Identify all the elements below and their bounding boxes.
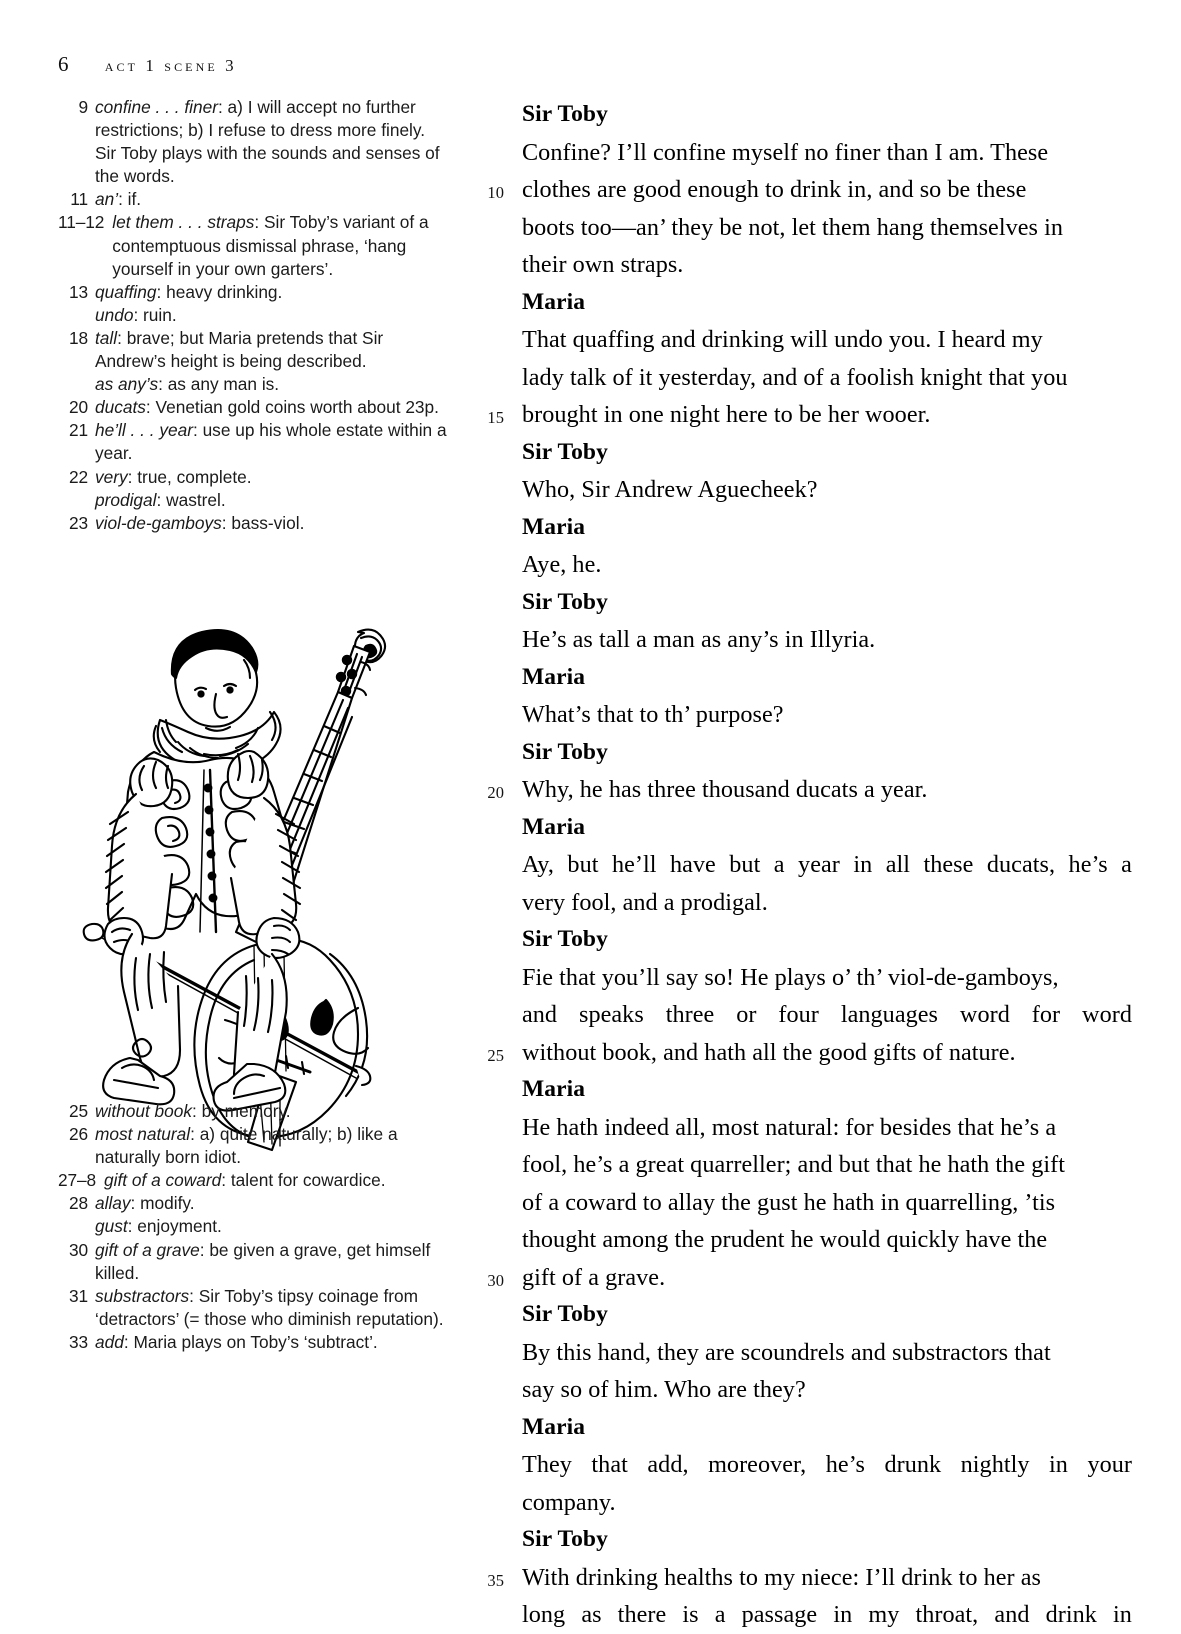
note-gloss bbox=[95, 466, 450, 489]
commentary-note bbox=[58, 1192, 450, 1215]
verse-line bbox=[522, 1109, 1132, 1147]
speech bbox=[470, 96, 1132, 284]
commentary-note bbox=[95, 373, 450, 396]
line-word: he’s bbox=[1068, 851, 1108, 878]
line-text: Confine? I’ll confine myself no finer than I am. These bbox=[522, 138, 1049, 166]
note-gloss bbox=[95, 512, 450, 535]
note-gloss bbox=[95, 396, 450, 419]
line-text: say so of him. Who are they? bbox=[522, 1376, 806, 1403]
note-line-number: 28 bbox=[68, 1193, 88, 1214]
commentary-note bbox=[58, 327, 450, 373]
verse-line bbox=[522, 696, 1132, 734]
verse-line bbox=[522, 134, 1132, 172]
line-text: brought in one night here to be her wooer. bbox=[522, 401, 931, 428]
speaker-name: Maria bbox=[522, 663, 586, 690]
notes-list-upper bbox=[58, 96, 450, 535]
note-line-number: 18 bbox=[68, 327, 88, 348]
speaker-name: Maria bbox=[522, 1413, 586, 1440]
line-text: By this hand, they are scoundrels and substractors that bbox=[522, 1338, 1051, 1366]
verse-line bbox=[522, 321, 1132, 359]
note-lemma: he’ll . . . year bbox=[95, 420, 193, 441]
verse-line bbox=[522, 1221, 1132, 1259]
note-line-number: 27–8 bbox=[58, 1170, 97, 1191]
speech-lines bbox=[470, 321, 1132, 434]
verse-line bbox=[487, 171, 1132, 209]
line-word: moreover, bbox=[708, 1451, 807, 1478]
speech-lines bbox=[470, 621, 1132, 659]
note-gloss bbox=[95, 1100, 450, 1123]
commentary-note bbox=[58, 96, 450, 188]
note-gloss bbox=[95, 1285, 450, 1331]
verse-line bbox=[522, 471, 1132, 509]
line-text: of a coward to allay the gust he hath in quarrelling, ’tis bbox=[522, 1188, 1056, 1216]
line-word: or bbox=[736, 1001, 757, 1028]
verse-line bbox=[522, 209, 1132, 247]
note-line-number: 11–12 bbox=[58, 212, 105, 233]
line-word: for bbox=[1031, 1001, 1061, 1028]
speech bbox=[470, 1521, 1132, 1634]
commentary-note bbox=[58, 1331, 450, 1354]
speaker-name: Maria bbox=[522, 288, 586, 315]
line-word: four bbox=[778, 1001, 819, 1028]
note-definition: : heavy drinking. bbox=[156, 281, 283, 302]
verse-line bbox=[522, 546, 1132, 584]
line-word: word bbox=[1082, 1001, 1132, 1028]
speaker-name: Sir Toby bbox=[522, 101, 608, 127]
note-definition: : by memory. bbox=[192, 1101, 291, 1121]
line-text: Why, he has three thousand ducats a year. bbox=[522, 776, 928, 803]
verse-line bbox=[522, 1484, 1132, 1522]
commentary-note bbox=[58, 1100, 450, 1123]
line-number: 35 bbox=[487, 1570, 504, 1590]
line-word: drink bbox=[1045, 1601, 1097, 1628]
verse-line bbox=[522, 359, 1132, 397]
line-text: What’s that to th’ purpose? bbox=[522, 701, 784, 728]
line-word: word bbox=[959, 1001, 1010, 1028]
note-definition: : talent for cowardice. bbox=[221, 1170, 386, 1191]
line-text: With drinking healths to my niece: I’ll drink to her as bbox=[522, 1563, 1042, 1591]
line-word: in bbox=[1113, 1601, 1132, 1628]
verse-line bbox=[487, 1259, 1132, 1297]
commentary-note bbox=[58, 396, 450, 419]
speech bbox=[470, 921, 1132, 1071]
note-gloss bbox=[95, 304, 450, 327]
commentary-note bbox=[95, 1215, 450, 1238]
note-gloss bbox=[95, 188, 450, 211]
note-line-number: 30 bbox=[68, 1239, 88, 1260]
line-number: 25 bbox=[487, 1045, 504, 1065]
commentary-note bbox=[58, 211, 450, 280]
line-number: 30 bbox=[487, 1270, 504, 1290]
speaker-name: Sir Toby bbox=[522, 738, 608, 765]
line-text: lady talk of it yesterday, and of a foolish knight that you bbox=[522, 363, 1068, 391]
speech-lines bbox=[470, 1334, 1132, 1409]
note-gloss bbox=[95, 419, 450, 465]
note-line-number: 26 bbox=[68, 1124, 88, 1145]
note-gloss bbox=[95, 281, 450, 304]
speech bbox=[470, 1071, 1132, 1296]
speech-lines bbox=[470, 1446, 1132, 1521]
verse-line bbox=[522, 1184, 1132, 1222]
note-definition: : use up his whole estate within a year. bbox=[95, 420, 447, 464]
viol-player-illustration bbox=[58, 602, 450, 1170]
speech-lines bbox=[470, 959, 1132, 1072]
note-definition: : wastrel. bbox=[156, 489, 226, 510]
speaker-name: Maria bbox=[522, 1076, 586, 1102]
line-word: that bbox=[591, 1451, 628, 1478]
line-word: long bbox=[522, 1601, 566, 1628]
speech-lines bbox=[470, 1109, 1132, 1297]
line-word: a bbox=[773, 851, 785, 878]
line-word: he’ll bbox=[611, 851, 657, 878]
verse-line bbox=[522, 246, 1132, 284]
note-definition: : Sir Toby’s variant of a contemptuous dismissal phrase, ‘hang yourself in your own garters’. bbox=[112, 212, 429, 279]
line-word: drunk bbox=[884, 1451, 942, 1478]
verse-line bbox=[487, 771, 1132, 809]
line-word: and bbox=[994, 1601, 1030, 1628]
note-lemma: add bbox=[95, 1331, 124, 1352]
note-gloss bbox=[95, 96, 450, 188]
line-text: He’s as tall a man as any’s in Illyria. bbox=[522, 626, 876, 653]
line-text: thought among the prudent he would quickly have the bbox=[522, 1226, 1048, 1253]
commentary-note bbox=[58, 188, 450, 211]
note-gloss bbox=[95, 1123, 450, 1169]
note-definition: : Maria plays on Toby’s ‘subtract’. bbox=[123, 1331, 378, 1352]
note-lemma: undo bbox=[95, 304, 134, 325]
note-gloss bbox=[112, 211, 450, 280]
note-lemma: ducats bbox=[95, 397, 146, 418]
note-gloss bbox=[95, 1239, 450, 1285]
speech bbox=[470, 659, 1132, 734]
verse-line bbox=[522, 1446, 1132, 1484]
verse-line bbox=[487, 1034, 1132, 1072]
note-lemma: an’ bbox=[95, 189, 119, 210]
line-word: passage bbox=[741, 1601, 818, 1628]
note-gloss bbox=[95, 327, 450, 373]
note-definition: : true, complete. bbox=[127, 466, 252, 487]
commentary-note bbox=[95, 489, 450, 512]
note-lemma: let them . . . straps bbox=[112, 212, 255, 233]
line-text: company. bbox=[522, 1488, 616, 1516]
note-lemma: prodigal bbox=[95, 489, 157, 510]
line-word: and bbox=[522, 1001, 558, 1028]
commentary-note bbox=[58, 281, 450, 304]
speech-lines bbox=[470, 1559, 1132, 1634]
note-gloss bbox=[95, 1331, 450, 1354]
speaker-name: Sir Toby bbox=[522, 926, 608, 952]
speaker-name: Sir Toby bbox=[522, 588, 608, 615]
note-gloss bbox=[95, 373, 450, 396]
speech bbox=[470, 284, 1132, 434]
note-gloss bbox=[95, 1215, 450, 1238]
note-lemma: most natural bbox=[95, 1124, 191, 1145]
line-text: fool, he’s a great quarreller; and but that he hath the gift bbox=[522, 1151, 1065, 1178]
note-lemma: as any’s bbox=[95, 374, 159, 395]
speech bbox=[470, 509, 1132, 584]
line-word: nightly bbox=[960, 1451, 1030, 1478]
verse-line bbox=[522, 1146, 1132, 1184]
line-word: in bbox=[1049, 1451, 1068, 1478]
note-definition: : brave; but Maria pretends that Sir Andrew’s height is being described. bbox=[95, 327, 384, 372]
note-definition: : enjoyment. bbox=[127, 1216, 222, 1237]
line-word: in bbox=[833, 1601, 853, 1628]
note-line-number: 13 bbox=[68, 281, 88, 302]
line-word: but bbox=[729, 851, 761, 878]
line-word: a bbox=[1121, 851, 1132, 878]
line-word: ducats, bbox=[986, 851, 1056, 878]
note-line-number: 11 bbox=[70, 189, 88, 210]
verse-line bbox=[487, 1559, 1132, 1597]
note-line-number: 23 bbox=[68, 512, 88, 533]
commentary-note bbox=[58, 1285, 450, 1331]
line-word: speaks bbox=[579, 1001, 644, 1028]
verse-line bbox=[522, 1334, 1132, 1372]
line-number: 15 bbox=[487, 408, 504, 427]
note-lemma: very bbox=[95, 466, 128, 487]
note-definition: : a) quite naturally; b) like a naturally born idiot. bbox=[95, 1124, 398, 1168]
line-word: in bbox=[853, 851, 873, 878]
line-word: three bbox=[665, 1001, 715, 1028]
note-definition: : if. bbox=[118, 189, 142, 210]
commentary-note bbox=[58, 419, 450, 465]
speech-lines bbox=[470, 134, 1132, 284]
line-word: They bbox=[522, 1451, 572, 1478]
commentary-column-lower bbox=[58, 1100, 450, 1354]
note-line-number: 9 bbox=[78, 97, 88, 117]
verse-line bbox=[522, 1371, 1132, 1409]
line-text: Fie that you’ll say so! He plays o’ th’ viol-de-gamboys, bbox=[522, 963, 1059, 991]
verse-line bbox=[487, 396, 1132, 434]
page-folio-number: 6 bbox=[58, 52, 69, 76]
note-line-number: 33 bbox=[68, 1331, 88, 1352]
line-number: 20 bbox=[487, 783, 504, 802]
note-lemma: gift of a grave bbox=[95, 1239, 200, 1260]
line-text: clothes are good enough to drink in, and so be these bbox=[522, 176, 1027, 203]
line-word: have bbox=[669, 851, 716, 878]
note-line-number: 22 bbox=[68, 466, 88, 487]
speech-lines bbox=[470, 471, 1132, 509]
speech-lines bbox=[470, 771, 1132, 809]
line-word: add, bbox=[647, 1451, 689, 1478]
line-word: all bbox=[885, 851, 911, 878]
speaker-name: Maria bbox=[522, 813, 586, 840]
line-text: boots too—an’ they be not, let them hang themselves in bbox=[522, 213, 1063, 241]
verse-line bbox=[522, 846, 1132, 884]
note-definition: : ruin. bbox=[133, 304, 177, 325]
line-word: as bbox=[581, 1601, 602, 1628]
speaker-name: Sir Toby bbox=[522, 438, 608, 465]
verse-line bbox=[522, 996, 1132, 1034]
line-word: year bbox=[798, 851, 840, 878]
line-text: He hath indeed all, most natural: for besides that he’s a bbox=[522, 1113, 1057, 1141]
line-word: is bbox=[682, 1601, 699, 1628]
speech bbox=[470, 809, 1132, 922]
line-text: Who, Sir Andrew Aguecheek? bbox=[522, 476, 818, 503]
note-line-number: 21 bbox=[68, 420, 88, 441]
line-word: but bbox=[567, 851, 599, 878]
verse-line bbox=[522, 621, 1132, 659]
note-gloss bbox=[95, 489, 450, 512]
line-text: their own straps. bbox=[522, 251, 684, 278]
commentary-note bbox=[58, 466, 450, 489]
note-line-number: 31 bbox=[68, 1285, 88, 1306]
line-word: throat, bbox=[915, 1601, 979, 1628]
speech-lines bbox=[470, 696, 1132, 734]
note-definition: : a) I will accept no further restrictions; b) I refuse to dress more finely. Sir Toby plays with the sounds and senses of the words. bbox=[95, 97, 440, 187]
running-head bbox=[58, 52, 758, 82]
speech-lines bbox=[470, 546, 1132, 584]
notes-list-lower bbox=[58, 1100, 450, 1354]
verse-line bbox=[522, 884, 1132, 922]
note-definition: : Venetian gold coins worth about 23p. bbox=[145, 397, 439, 418]
line-text: Aye, he. bbox=[522, 551, 602, 578]
commentary-note bbox=[58, 1123, 450, 1169]
note-line-number: 25 bbox=[68, 1101, 88, 1121]
speech bbox=[470, 1409, 1132, 1522]
line-word: these bbox=[923, 851, 974, 878]
note-definition: : modify. bbox=[130, 1193, 195, 1214]
line-text: very fool, and a prodigal. bbox=[522, 888, 768, 916]
commentary-note bbox=[58, 1169, 450, 1192]
note-lemma: confine . . . finer bbox=[95, 97, 218, 117]
commentary-note bbox=[58, 512, 450, 535]
note-definition: : bass-viol. bbox=[221, 512, 305, 533]
line-text: That quaffing and drinking will undo you. I heard my bbox=[522, 326, 1043, 353]
running-head-title: act 1 scene 3 bbox=[104, 56, 237, 75]
line-text: gift of a grave. bbox=[522, 1263, 666, 1291]
note-definition: : Sir Toby’s tipsy coinage from ‘detractors’ (= those who diminish reputation). bbox=[95, 1285, 444, 1329]
note-lemma: substractors bbox=[95, 1285, 190, 1306]
line-word: there bbox=[617, 1601, 667, 1628]
note-lemma: without book bbox=[95, 1101, 193, 1121]
line-word: my bbox=[868, 1601, 900, 1628]
note-definition: : be given a grave, get himself killed. bbox=[95, 1239, 431, 1283]
speaker-name: Sir Toby bbox=[522, 1301, 608, 1327]
line-number: 10 bbox=[487, 183, 504, 202]
note-lemma: tall bbox=[95, 327, 118, 348]
viol-player-engraving-icon bbox=[58, 602, 450, 1170]
note-gloss bbox=[104, 1169, 450, 1192]
play-text-column bbox=[470, 96, 1132, 1634]
speech bbox=[470, 734, 1132, 809]
note-lemma: viol-de-gamboys bbox=[95, 512, 222, 533]
line-word: he’s bbox=[825, 1451, 865, 1478]
speech-lines bbox=[470, 846, 1132, 921]
note-gloss bbox=[95, 1192, 450, 1215]
commentary-column-upper bbox=[58, 96, 450, 535]
verse-line bbox=[522, 959, 1132, 997]
note-lemma: allay bbox=[95, 1193, 131, 1214]
note-lemma: gust bbox=[95, 1216, 128, 1237]
line-word: languages bbox=[840, 1001, 938, 1028]
verse-line bbox=[522, 1596, 1132, 1634]
note-line-number: 20 bbox=[68, 397, 88, 418]
note-lemma: quaffing bbox=[95, 281, 157, 302]
speech bbox=[470, 434, 1132, 509]
line-word: your bbox=[1087, 1451, 1132, 1478]
line-text: without book, and hath all the good gifts of nature. bbox=[522, 1038, 1016, 1066]
commentary-note bbox=[95, 304, 450, 327]
commentary-note bbox=[58, 1239, 450, 1285]
speech bbox=[470, 584, 1132, 659]
speaker-name: Maria bbox=[522, 513, 586, 540]
page-body bbox=[0, 96, 1181, 1628]
note-definition: : as any man is. bbox=[158, 374, 280, 395]
speaker-name: Sir Toby bbox=[522, 1526, 608, 1552]
line-word: Ay, bbox=[522, 851, 554, 878]
note-lemma: gift of a coward bbox=[104, 1170, 222, 1191]
line-word: a bbox=[714, 1601, 726, 1628]
speech bbox=[470, 1296, 1132, 1409]
